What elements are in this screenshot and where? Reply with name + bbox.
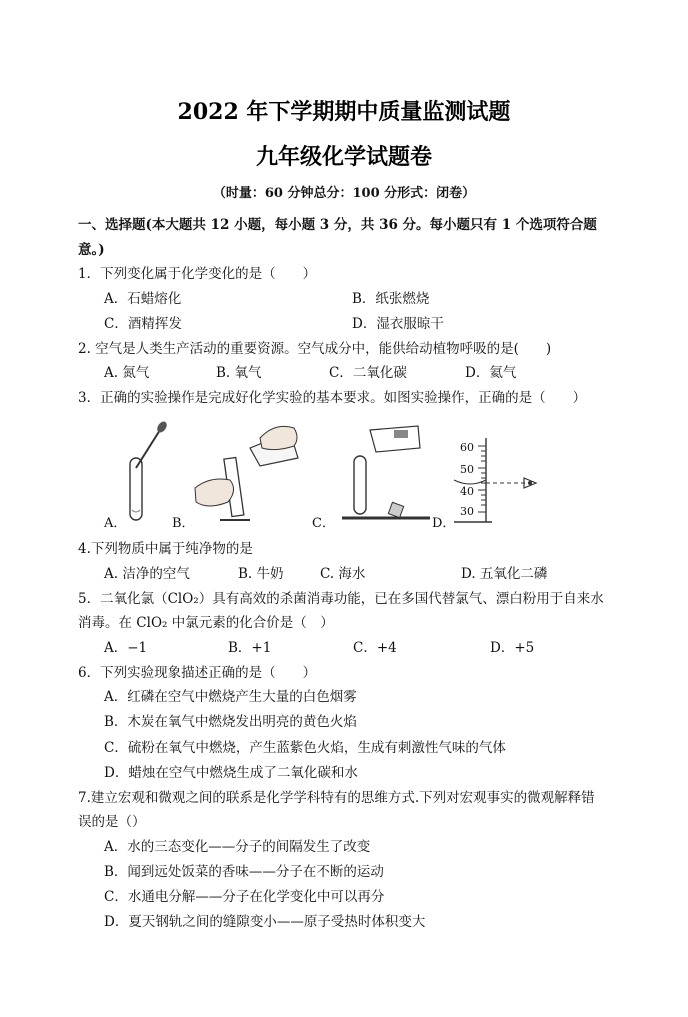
q2-option-a: A. 氮气 bbox=[104, 365, 150, 381]
q5-stem-line2: 消毒。在 ClO₂ 中氯元素的化合价是（ ） bbox=[78, 615, 334, 631]
figure-c-solid bbox=[330, 418, 440, 526]
figure-a-dropper bbox=[118, 418, 178, 526]
q5-option-c: C．+4 bbox=[353, 640, 397, 656]
exam-subtitle: 九年级化学试题卷 bbox=[255, 144, 432, 170]
figure-d-label: D． bbox=[432, 516, 456, 531]
q1-option-c: C．酒精挥发 bbox=[104, 316, 182, 332]
scale-40: 40 bbox=[460, 485, 474, 498]
scale-50: 50 bbox=[460, 463, 474, 476]
figure-b-pouring bbox=[190, 418, 310, 526]
q6-stem: 6．下列实验现象描述正确的是（ ） bbox=[78, 665, 317, 681]
q1-option-b: B．纸张燃烧 bbox=[352, 291, 430, 307]
exam-title: 2022 年下学期期中质量监测试题 bbox=[177, 99, 511, 125]
q7-option-b: B．闻到远处饭菜的香味——分子在不断的运动 bbox=[104, 864, 384, 880]
q2-option-c: C．二氧化碳 bbox=[329, 365, 407, 381]
q1-option-d: D．湿衣服晾干 bbox=[352, 316, 444, 332]
q2-stem: 2. 空气是人类生产活动的重要资源。空气成分中，能供给动植物呼吸的是( ) bbox=[78, 341, 552, 357]
q3-stem: 3．正确的实验操作是完成好化学实验的基本要求。如图实验操作，正确的是（ ） bbox=[78, 390, 587, 406]
q6-option-d: D．蜡烛在空气中燃烧生成了二氧化碳和水 bbox=[104, 765, 358, 781]
section-heading-line1: 一、选择题(本大题共 12 小题，每小题 3 分，共 36 分。每小题只有 1 个选项符合题 bbox=[78, 217, 597, 233]
q4-stem: 4.下列物质中属于纯净物的是 bbox=[78, 541, 253, 557]
q4-option-d: D. 五氧化二磷 bbox=[461, 566, 548, 582]
exam-info: （时量：60 分钟总分：100 分形式：闭卷） bbox=[212, 186, 476, 201]
q2-option-b: B. 氧气 bbox=[216, 365, 262, 381]
figure-b-label: B． bbox=[172, 516, 195, 531]
scale-30: 30 bbox=[460, 505, 474, 518]
q7-option-a: A．水的三态变化——分子的间隔发生了改变 bbox=[104, 839, 371, 855]
section-heading-line2: 意。) bbox=[78, 242, 105, 258]
q7-stem-line2: 误的是（） bbox=[78, 814, 146, 830]
q5-stem-line1: 5．二氧化氯（ClO₂）具有高效的杀菌消毒功能，已在多国代替氯气、漂白粉用于自来水 bbox=[78, 591, 604, 607]
q1-stem: 1．下列变化属于化学变化的是（ ） bbox=[78, 266, 317, 282]
q4-option-b: B. 牛奶 bbox=[238, 566, 284, 582]
q5-option-a: A．−1 bbox=[104, 640, 148, 656]
q4-option-a: A. 洁净的空气 bbox=[104, 566, 190, 582]
q4-option-c: C. 海水 bbox=[320, 566, 366, 582]
q6-option-b: B．木炭在氧气中燃烧发出明亮的黄色火焰 bbox=[104, 714, 357, 730]
figure-a-label: A． bbox=[104, 516, 127, 531]
q2-option-d: D．氦气 bbox=[465, 365, 517, 381]
q7-stem-line1: 7.建立宏观和微观之间的联系是化学学科特有的思维方式.下列对宏观事实的微观解释错 bbox=[78, 790, 595, 806]
q1-option-a: A．石蜡熔化 bbox=[104, 291, 182, 307]
q7-option-c: C．水通电分解——分子在化学变化中可以再分 bbox=[104, 889, 385, 905]
q5-option-b: B．+1 bbox=[228, 640, 272, 656]
figure-c-label: C． bbox=[312, 516, 335, 531]
q5-option-d: D．+5 bbox=[490, 640, 535, 656]
q6-option-a: A．红磷在空气中燃烧产生大量的白色烟雾 bbox=[104, 689, 357, 705]
q7-option-d: D．夏天钢轨之间的缝隙变小——原子受热时体积变大 bbox=[104, 914, 426, 930]
q6-option-c: C．硫粉在氧气中燃烧，产生蓝紫色火焰，生成有刺激性气味的气体 bbox=[104, 740, 506, 756]
scale-60: 60 bbox=[460, 441, 474, 454]
